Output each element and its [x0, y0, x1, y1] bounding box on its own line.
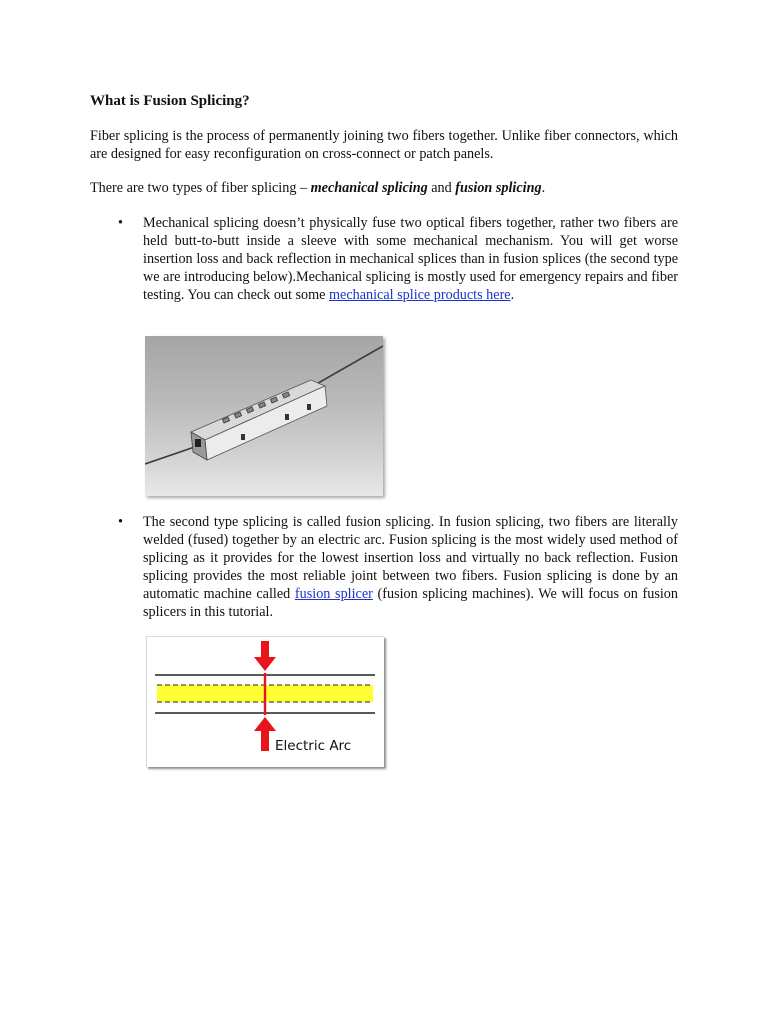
bullet-marker: • — [118, 514, 123, 530]
bullet-body: The second type splicing is called fusion splicing. In fusion splicing, two fibers are literally welded (fused) together by an electric arc. Fusion splicing is the most widely used method of splicing as it provides for the lowest insertion loss and virtually no back reflection. Fusion splicing provides the most reliable joint between two fibers. Fusion splicing is done by an automatic machine called — [143, 514, 678, 602]
list-item-mechanical-splicing — [118, 214, 678, 304]
list-item-fusion-splicing — [118, 513, 678, 621]
intro-paragraph: Fiber splicing is the process of permanently joining two fibers together. Unlike fiber connectors, which are designed for easy reconfiguration on cross-connect or patch panels. — [90, 128, 678, 162]
arc-arrow-bottom — [254, 717, 276, 751]
bullet-text — [143, 214, 678, 304]
bullet-body: Mechanical splicing doesn’t physically fuse two optical fibers together, rather two fibers are held butt-to-butt inside a sleeve with some mechanical mechanism. You will get worse insertion loss and back reflection in mechanical splices than in fusion splices (the second type we are introducing below).Mechanical splicing is mostly used for emergency repairs and fiber testing. You can check out some — [143, 215, 678, 303]
fusion-splicer-link[interactable]: fusion splicer — [294, 586, 373, 602]
bullet-marker: • — [118, 215, 123, 231]
splice-slot — [307, 404, 311, 410]
types-middle: and — [427, 180, 456, 196]
electric-arc-diagram — [146, 636, 384, 767]
splice-end-opening — [195, 439, 201, 447]
splicing-types-paragraph — [90, 179, 678, 197]
mechanical-splice-products-link[interactable]: mechanical splice products here — [329, 287, 511, 303]
bullet-tail: (fusion splicing machines). We will focus on fusion splicers in this tutorial. — [143, 586, 678, 620]
types-suffix: . — [541, 180, 546, 196]
arc-arrow-top — [254, 641, 276, 671]
fusion-arc-illustration — [147, 637, 384, 767]
mechanical-splice-illustration — [145, 336, 383, 496]
mechanical-splicing-term: mechanical splicing — [310, 180, 428, 196]
bullet-text — [143, 513, 678, 621]
page-title: What is Fusion Splicing? — [90, 93, 250, 109]
splice-slot — [285, 414, 289, 420]
bullet-tail: . — [510, 287, 515, 303]
splice-slot — [241, 434, 245, 440]
mechanical-splice-photo — [145, 336, 383, 496]
types-prefix: There are two types of fiber splicing – — [90, 180, 311, 196]
electric-arc-label: Electric Arc — [275, 738, 352, 754]
fiber-strand-right — [313, 346, 383, 386]
fusion-splicing-term: fusion splicing — [455, 180, 542, 196]
